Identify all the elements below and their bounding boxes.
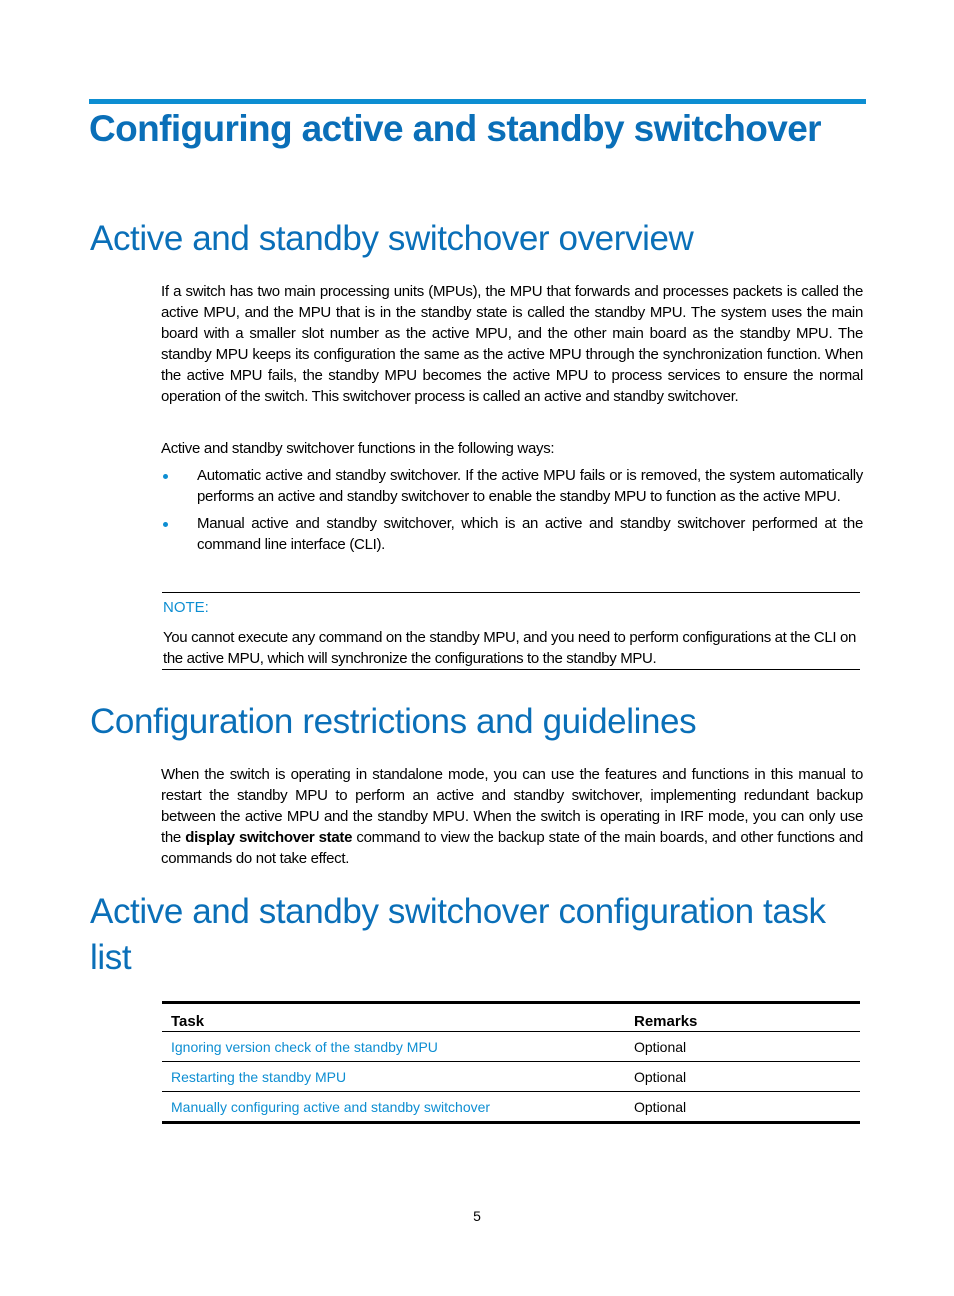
section-heading-task-list: Active and standby switchover configuration task list: [90, 892, 826, 977]
bullet-icon: [163, 474, 168, 479]
task-link-restart-standby[interactable]: Restarting the standby MPU: [162, 1062, 625, 1092]
table-row: [162, 1062, 860, 1092]
restrictions-paragraph: [161, 764, 863, 869]
note-label: NOTE:: [163, 599, 209, 616]
command-display-switchover-state: display switchover state: [185, 829, 353, 846]
restrictions-text-after: command to view the backup state of the main boards, and other functions and commands do not take effect.: [161, 829, 863, 867]
section-heading-restrictions: Configuration restrictions and guidelines: [90, 702, 697, 741]
bullet-text: Manual active and standby switchover, which is an active and standby switchover performed at the command line interface (CLI).: [197, 515, 863, 553]
table-header-row: [162, 1003, 860, 1032]
bullet-icon: [163, 522, 168, 527]
section-heading-overview: Active and standby switchover overview: [90, 219, 694, 258]
note-box: [162, 592, 860, 670]
column-header-remarks: Remarks: [625, 1003, 860, 1032]
overview-intro-line: Active and standby switchover functions in the following ways:: [161, 440, 555, 457]
table-row: [162, 1092, 860, 1123]
task-link-manual-switchover[interactable]: Manually configuring active and standby switchover: [171, 1098, 491, 1115]
remarks-cell: Optional: [625, 1032, 860, 1062]
task-table: [162, 1001, 860, 1124]
table-row: [162, 1032, 860, 1062]
chapter-top-rule: [89, 99, 866, 104]
list-item: [161, 465, 863, 507]
switchover-bullet-list: [161, 465, 863, 561]
restrictions-text-before: When the switch is operating in standalone mode, you can use the features and functions in this manual to restart the standby MPU to perform an active and standby switchover, implementing redundant backup between the active MPU and the standby MPU. When the switch is operating in IRF mode, you can only use the: [161, 766, 863, 846]
note-text: You cannot execute any command on the standby MPU, and you need to perform configurations at the CLI on the active MPU, which will synchronize the configurations to the standby MPU.: [163, 629, 857, 667]
task-link-ignore-version-check[interactable]: Ignoring version check of the standby MPU: [162, 1032, 625, 1062]
remarks-cell: Optional: [634, 1098, 687, 1115]
page-number: 5: [473, 1208, 481, 1224]
remarks-cell: Optional: [625, 1062, 860, 1092]
chapter-title: Configuring active and standby switchover: [89, 108, 821, 149]
list-item: [161, 513, 863, 555]
column-header-task: Task: [162, 1003, 625, 1032]
overview-paragraph: If a switch has two main processing units (MPUs), the MPU that forwards and processes packets is called the active MPU, and the MPU that is in the standby state is called the standby MPU. The system uses the main board with a smaller slot number as the active MPU, and the other main board as the standby MPU. The standby MPU keeps its configuration the same as the active MPU through the synchronization function. When the active MPU fails, the standby MPU becomes the active MPU to process services to ensure the normal operation of the switch. This switchover process is called an active and standby switchover.: [161, 283, 863, 405]
bullet-text: Automatic active and standby switchover. If the active MPU fails or is removed, the system automatically performs an active and standby switchover to enable the standby MPU to function as the active MPU.: [197, 467, 863, 505]
